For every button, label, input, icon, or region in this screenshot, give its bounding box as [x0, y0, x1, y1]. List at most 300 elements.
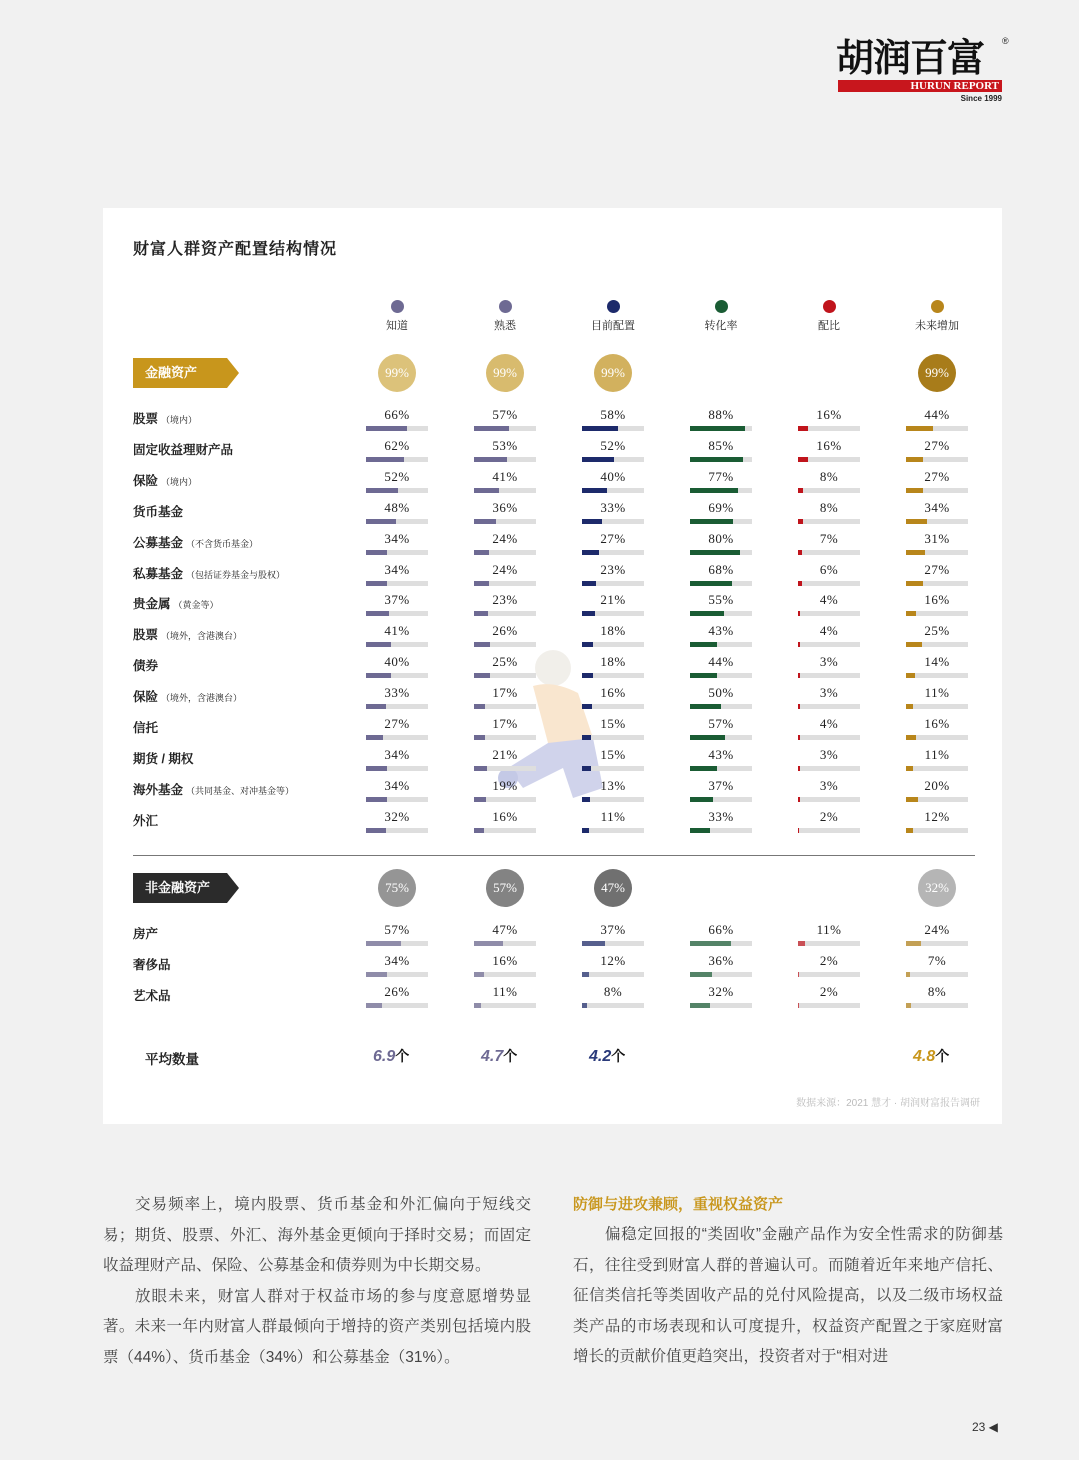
column-header-label: 转化率 — [704, 320, 738, 332]
chart-title: 财富人群资产配置结构情况 — [133, 241, 338, 258]
logo-bar — [838, 80, 1002, 92]
value-label: 8% — [927, 984, 947, 999]
value-label: 36% — [492, 499, 518, 515]
value-cell — [582, 593, 644, 623]
value-cell — [690, 532, 752, 562]
average-value-familiar — [481, 1046, 517, 1066]
row-label — [133, 924, 158, 942]
bar-fill — [690, 550, 740, 555]
value-label: 48% — [384, 499, 410, 515]
value-cell — [474, 655, 536, 685]
value-cell — [582, 779, 644, 809]
legend-dot-icon — [499, 300, 512, 313]
bar-fill — [906, 704, 913, 709]
summary-circle-know: 75% — [378, 869, 416, 907]
value-cell — [690, 810, 752, 840]
bar-track — [906, 1003, 968, 1008]
average-value-future — [913, 1046, 949, 1066]
value-label: 16% — [924, 592, 950, 608]
value-label: 16% — [924, 716, 950, 731]
value-label: 44% — [708, 654, 734, 670]
bar-fill — [366, 704, 386, 709]
bar-track — [906, 941, 968, 946]
column-header-familiar — [465, 300, 545, 333]
bar-track — [798, 642, 860, 647]
bar-fill — [366, 642, 391, 647]
logo-english: HURUN REPORT — [910, 80, 999, 92]
value-cell — [582, 470, 644, 500]
value-cell — [690, 748, 752, 778]
bar-fill — [582, 1003, 587, 1008]
bar-fill — [474, 581, 489, 586]
legend-dot-icon — [607, 300, 620, 313]
value-cell — [798, 470, 860, 500]
bar-track — [474, 972, 536, 977]
average-number: 6.9 — [373, 1048, 396, 1065]
bar-track — [906, 426, 968, 431]
column-header-know — [357, 300, 437, 333]
average-value-current — [589, 1046, 625, 1066]
bar-fill — [366, 426, 407, 431]
value-label: 57% — [708, 716, 734, 731]
row-label — [133, 625, 242, 643]
row-label-note: （境外，含港澳台） — [161, 693, 243, 704]
value-cell — [582, 439, 644, 469]
value-cell — [798, 563, 860, 593]
bar-fill — [474, 735, 485, 740]
bar-track — [906, 797, 968, 802]
bar-track — [906, 611, 968, 616]
value-label: 8% — [819, 468, 839, 484]
bar-fill — [582, 642, 593, 647]
bar-fill — [474, 611, 488, 616]
bar-fill — [690, 828, 710, 833]
bar-track — [582, 1003, 644, 1008]
bar-track — [582, 972, 644, 977]
value-cell — [906, 686, 968, 716]
value-label: 80% — [708, 530, 734, 546]
row-label-name: 私募基金 — [133, 566, 184, 581]
bar-track — [474, 581, 536, 586]
value-label: 41% — [384, 623, 410, 639]
bar-fill — [474, 941, 503, 946]
value-label: 11% — [816, 922, 842, 937]
value-cell — [798, 954, 860, 984]
row-label — [133, 656, 158, 674]
row-label — [133, 955, 171, 973]
value-cell — [690, 593, 752, 623]
bar-track — [906, 766, 968, 771]
summary-circle-current: 47% — [594, 869, 632, 907]
bar-fill — [582, 611, 595, 616]
bar-track — [582, 735, 644, 740]
value-label: 37% — [384, 592, 410, 608]
value-label: 24% — [492, 561, 518, 577]
value-cell — [366, 923, 428, 953]
column-header-label: 知道 — [386, 320, 408, 332]
bar-fill — [366, 1003, 382, 1008]
value-label: 11% — [924, 746, 950, 762]
value-label: 40% — [600, 468, 626, 484]
value-label: 2% — [819, 984, 839, 999]
bar-track — [366, 426, 428, 431]
bar-fill — [690, 797, 713, 802]
bar-fill — [906, 673, 915, 678]
bar-track — [366, 550, 428, 555]
value-cell — [798, 532, 860, 562]
bar-fill — [798, 519, 803, 524]
value-label: 44% — [924, 407, 950, 422]
value-cell — [798, 655, 860, 685]
bar-fill — [906, 642, 922, 647]
value-cell — [474, 532, 536, 562]
average-unit: 个 — [935, 1048, 950, 1064]
bar-fill — [582, 519, 602, 524]
bar-fill — [582, 426, 618, 431]
summary-circle-future: 99% — [918, 354, 956, 392]
value-label: 34% — [384, 746, 410, 762]
row-label — [133, 409, 197, 427]
value-label: 21% — [492, 746, 518, 762]
average-unit: 个 — [395, 1048, 410, 1064]
bar-track — [798, 581, 860, 586]
bar-fill — [474, 457, 507, 462]
chart-card — [103, 208, 1002, 1124]
bar-track — [366, 581, 428, 586]
bar-track — [690, 488, 752, 493]
bar-track — [366, 611, 428, 616]
value-cell — [690, 563, 752, 593]
value-label: 7% — [927, 953, 947, 968]
bar-fill — [366, 941, 401, 946]
bar-fill — [798, 797, 800, 802]
row-label-name: 股票 — [133, 412, 159, 426]
value-cell — [690, 624, 752, 654]
value-cell — [582, 923, 644, 953]
bar-fill — [798, 426, 808, 431]
bar-track — [366, 673, 428, 678]
bar-fill — [690, 1003, 710, 1008]
bar-fill — [474, 488, 499, 493]
bar-fill — [474, 642, 490, 647]
bar-track — [474, 611, 536, 616]
value-cell — [366, 985, 428, 1015]
value-cell — [366, 655, 428, 685]
bar-track — [366, 704, 428, 709]
bar-fill — [798, 673, 800, 678]
value-label: 52% — [384, 468, 410, 484]
column-header-label: 熟悉 — [494, 320, 516, 332]
bar-track — [906, 642, 968, 647]
bar-fill — [366, 673, 391, 678]
bar-fill — [582, 457, 614, 462]
bar-track — [906, 457, 968, 462]
value-cell — [582, 748, 644, 778]
value-label: 16% — [816, 437, 842, 453]
value-cell — [474, 717, 536, 747]
row-label-note: （境外，含港澳台） — [161, 631, 243, 642]
value-cell — [582, 686, 644, 716]
bar-fill — [798, 972, 799, 977]
bar-fill — [690, 581, 732, 586]
row-label-name: 公募基金 — [133, 535, 184, 550]
bar-fill — [690, 457, 743, 462]
bar-track — [582, 581, 644, 586]
value-cell — [366, 624, 428, 654]
bar-fill — [366, 735, 383, 740]
value-label: 69% — [708, 499, 734, 515]
bar-fill — [474, 828, 484, 833]
value-cell — [798, 779, 860, 809]
row-label — [133, 440, 233, 458]
value-cell — [582, 985, 644, 1015]
row-label — [133, 594, 219, 612]
row-label-note: （共同基金、对冲基金等） — [186, 785, 295, 796]
value-label: 33% — [384, 685, 410, 701]
bar-track — [906, 488, 968, 493]
bar-fill — [366, 519, 396, 524]
bar-fill — [798, 1003, 799, 1008]
value-label: 32% — [708, 984, 734, 999]
value-label: 27% — [600, 530, 626, 546]
bar-track — [366, 488, 428, 493]
value-cell — [366, 717, 428, 747]
bar-track — [582, 550, 644, 555]
value-cell — [906, 748, 968, 778]
value-label: 3% — [819, 746, 839, 762]
row-label-name: 外汇 — [133, 813, 159, 828]
value-cell — [798, 686, 860, 716]
bar-fill — [474, 550, 489, 555]
value-label: 8% — [603, 984, 623, 999]
section-heading: 防御与进攻兼顾，重视权益资产 — [573, 1196, 784, 1213]
bar-track — [690, 941, 752, 946]
legend-dot-icon — [931, 300, 944, 313]
value-label: 25% — [924, 623, 950, 639]
value-cell — [366, 439, 428, 469]
bar-fill — [474, 704, 485, 709]
value-cell — [366, 501, 428, 531]
bar-track — [366, 766, 428, 771]
bar-fill — [906, 426, 933, 431]
value-label: 33% — [600, 499, 626, 515]
value-label: 16% — [816, 407, 842, 422]
row-label — [133, 564, 285, 582]
value-cell — [366, 563, 428, 593]
value-cell — [366, 954, 428, 984]
bar-fill — [906, 457, 923, 462]
bar-track — [798, 972, 860, 977]
bar-track — [366, 828, 428, 833]
bar-track — [474, 642, 536, 647]
bar-fill — [906, 797, 918, 802]
column-header-conversion — [681, 300, 761, 333]
bar-track — [798, 941, 860, 946]
value-cell — [474, 748, 536, 778]
value-cell — [582, 655, 644, 685]
value-label: 6% — [819, 561, 839, 577]
value-label: 4% — [819, 623, 839, 639]
value-label: 27% — [924, 437, 950, 453]
legend-dot-icon — [715, 300, 728, 313]
value-cell — [366, 408, 428, 438]
summary-circle-future: 32% — [918, 869, 956, 907]
bar-track — [474, 550, 536, 555]
bar-track — [798, 550, 860, 555]
value-label: 23% — [600, 561, 626, 577]
value-label: 47% — [492, 922, 518, 937]
logo-since: Since 1999 — [960, 94, 1002, 103]
bar-track — [906, 828, 968, 833]
row-label-note: （不含货币基金） — [186, 538, 259, 549]
bar-track — [798, 735, 860, 740]
value-cell — [906, 532, 968, 562]
value-cell — [690, 923, 752, 953]
summary-circle-familiar: 57% — [486, 869, 524, 907]
bar-track — [366, 457, 428, 462]
logo-registered-mark: ® — [1002, 36, 1009, 46]
value-cell — [366, 779, 428, 809]
value-label: 18% — [600, 654, 626, 670]
section-tag-financial: 金融资产 — [133, 358, 227, 388]
value-cell — [474, 779, 536, 809]
bar-track — [690, 766, 752, 771]
value-cell — [906, 717, 968, 747]
bar-track — [906, 581, 968, 586]
bar-fill — [690, 941, 731, 946]
bar-track — [582, 797, 644, 802]
row-label — [133, 502, 183, 520]
value-label: 52% — [600, 437, 626, 453]
bar-fill — [798, 611, 800, 616]
bar-fill — [690, 766, 717, 771]
bar-fill — [582, 972, 589, 977]
value-cell — [906, 655, 968, 685]
value-label: 37% — [600, 922, 626, 937]
bar-fill — [366, 828, 386, 833]
value-cell — [906, 439, 968, 469]
value-label: 21% — [600, 592, 626, 608]
value-cell — [906, 408, 968, 438]
bar-track — [474, 1003, 536, 1008]
value-label: 34% — [924, 499, 950, 515]
bar-fill — [690, 704, 721, 709]
bar-track — [474, 828, 536, 833]
value-label: 3% — [819, 777, 839, 793]
column-header-future — [897, 300, 977, 333]
value-label: 8% — [819, 499, 839, 515]
value-cell — [906, 624, 968, 654]
bar-track — [582, 941, 644, 946]
bar-track — [690, 642, 752, 647]
row-label-note: （包括证券基金与股权） — [186, 569, 286, 580]
legend-dot-icon — [823, 300, 836, 313]
value-label: 27% — [384, 716, 410, 731]
value-cell — [690, 717, 752, 747]
value-label: 12% — [924, 808, 950, 824]
value-label: 26% — [492, 623, 518, 639]
bar-track — [690, 581, 752, 586]
summary-circle-current: 99% — [594, 354, 632, 392]
value-cell — [690, 985, 752, 1015]
value-label: 14% — [924, 654, 950, 670]
bar-track — [582, 519, 644, 524]
value-cell — [474, 593, 536, 623]
bar-fill — [906, 1003, 911, 1008]
body-paragraph: 放眼未来，财富人群对于权益市场的参与度意愿增势显著。未来一年内财富人群最倾向于增持的资产类别包括境内股票（44%）、货币基金（34%）和公募基金（31%）。 — [103, 1287, 531, 1366]
bar-track — [798, 488, 860, 493]
bar-fill — [798, 735, 800, 740]
bar-fill — [366, 766, 387, 771]
row-label-name: 房产 — [133, 927, 159, 941]
bar-fill — [474, 766, 487, 771]
value-label: 55% — [708, 592, 734, 608]
value-label: 34% — [384, 953, 410, 968]
value-label: 7% — [819, 530, 839, 546]
value-label: 31% — [924, 530, 950, 546]
value-cell — [582, 717, 644, 747]
average-value-know — [373, 1046, 409, 1066]
value-label: 33% — [708, 808, 734, 824]
bar-fill — [798, 704, 800, 709]
value-cell — [474, 501, 536, 531]
value-cell — [690, 655, 752, 685]
logo-chinese: 胡润百富 — [836, 36, 985, 80]
bar-track — [798, 519, 860, 524]
bar-track — [582, 611, 644, 616]
bar-track — [798, 457, 860, 462]
section-tag-nonfinancial: 非金融资产 — [133, 873, 227, 903]
value-cell — [366, 593, 428, 623]
bar-fill — [906, 488, 923, 493]
bar-fill — [690, 426, 745, 431]
row-label-name: 期货 / 期权 — [133, 751, 194, 766]
body-right-column — [573, 1190, 1003, 1373]
bar-track — [906, 519, 968, 524]
bar-track — [582, 488, 644, 493]
value-cell — [474, 470, 536, 500]
average-number: 4.2 — [589, 1048, 612, 1065]
value-label: 16% — [492, 808, 518, 824]
bar-track — [582, 766, 644, 771]
value-label: 17% — [492, 685, 518, 701]
bar-track — [798, 766, 860, 771]
value-label: 20% — [924, 777, 950, 793]
body-paragraph: 交易频率上，境内股票、货币基金和外汇偏向于短线交易；期货、股票、外汇、海外基金更倾向于择时交易；而固定收益理财产品、保险、公募基金和债券则为中长期交易。 — [103, 1196, 531, 1274]
value-cell — [474, 923, 536, 953]
column-header-ratio — [789, 300, 869, 333]
value-cell — [690, 470, 752, 500]
value-label: 53% — [492, 437, 518, 453]
value-cell — [798, 717, 860, 747]
bar-fill — [474, 673, 490, 678]
bar-track — [366, 519, 428, 524]
row-label — [133, 749, 193, 767]
bar-fill — [906, 735, 916, 740]
bar-track — [474, 519, 536, 524]
value-cell — [798, 810, 860, 840]
summary-circle-know: 99% — [378, 354, 416, 392]
column-header-label: 目前配置 — [591, 320, 635, 332]
value-label: 16% — [492, 953, 518, 968]
value-label: 34% — [384, 530, 410, 546]
row-label-name: 货币基金 — [133, 504, 184, 519]
row-label — [133, 533, 258, 551]
bar-fill — [798, 941, 805, 946]
row-label — [133, 811, 158, 829]
bar-fill — [798, 642, 800, 647]
bar-fill — [474, 1003, 481, 1008]
